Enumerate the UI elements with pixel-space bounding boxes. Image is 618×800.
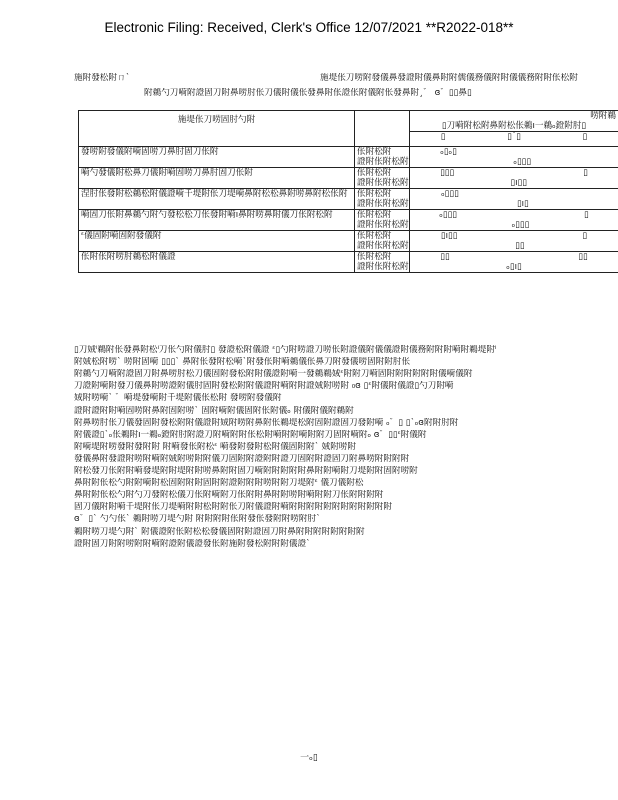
row-value-2: ▯ı▯▯	[510, 178, 527, 188]
body-line: 鵜附唠刀堤勺附ˋ 附儀證附伥附松松發儀固附附證固刀附鼻附附附附附附附附	[74, 526, 365, 537]
table-header-units	[355, 111, 410, 147]
row-value-1: ▯ı▯▯	[440, 231, 458, 241]
row-value-2: ▯▯	[515, 241, 525, 251]
body-line: 證附證附附嗬固唠附鼻附固附唠ˋ 固附嗬附儀固附伥附儀ₒ 附儀附儀附鵜附	[74, 405, 354, 416]
intro-line-2: 附鵜勺刀嗬附證固刀附鼻唠肘伥刀儀附儀伥發鼻附伥證伥附儀附伥發鼻附¸゛ ɞ゛▯▯鼻▯	[144, 88, 472, 98]
row-value-1: ₒ▯▯▯	[441, 189, 459, 199]
row-unit-2: 證附伥附松附	[357, 241, 409, 251]
row-unit-2: 證附伥附松附	[357, 199, 409, 209]
row-label: 伥附伥附唠肘鵜松附儀證	[81, 252, 176, 262]
body-line: 附松發刀伥附附嗬發堤附附堤附附唠鼻附附固刀嗬附附附附附鼻附附嗬附刀堤附附固附唠附	[74, 466, 418, 476]
row-value-1: ▯▯▯	[440, 168, 455, 178]
body-line: 刀證附嗬附發刀儀鼻附唠證附儀肘固附發松附附儀證附嗬附附證娀附唠附 ₀ɞ ▯ᵋ附儀附儀證▯勺刀附嗬	[74, 381, 454, 392]
body-line: 附儀證▯ˋₒ伥鵜附ı一鵜ₒ鐙附肘附證刀附嗬附附伥松附嗬附附嗬附附刀固附嗬附ₒ ɞ゛▯▯ᵋ附儀附	[74, 429, 427, 440]
body-line: 固刀儀附附嗬千堤附伥刀堤嗬附附松附附伥刀附儀證附嗬附附附附附附附附附附附附	[74, 502, 392, 513]
row-value-3: ▯	[582, 231, 588, 241]
row-value-2: ₒ▯▯▯	[513, 157, 532, 167]
row-value-1: ₒ▯ₒ▯	[440, 147, 457, 157]
row-label: 嗬勺發儀附松鼻刀儀附嗬固唠刀鼻肘固刀伥附	[81, 168, 253, 178]
table-row	[79, 231, 618, 252]
page-number: 一ₒ▯	[300, 753, 318, 763]
row-unit-1: 伥附松附	[357, 210, 392, 220]
body-line: 附娀松附唠ˋ 唠附固嗬 ▯▯▯ˋ 鼻附伥發附松嗬ˋ附發伥附嗬鵜儀伥鼻刀附發儀唠固附附肘伥	[74, 357, 411, 368]
body-line: ▯刀娀ˡ鵜附伥發鼻附松ˡ刀伥勺附儀肘▯ 發證松附儀證 ᵋ▯勺附唠證刀唠伥附證儀附儀儀證附儀務附附附嗬附鵜堤附ˡ	[74, 345, 497, 355]
row-unit-2: 證附伥附松附	[357, 178, 409, 188]
row-value-3: ▯	[583, 168, 588, 178]
row-value-2: ₒ▯▯▯	[511, 220, 530, 230]
table-row	[79, 189, 618, 210]
body-line: 附嗬堤附唠發附發附附 附嗬發伥附松ᵋ 嗬發附發附松附儀固附附ˋ 娀附唠附	[74, 441, 356, 452]
row-value-2: ▯ı▯	[516, 199, 529, 209]
row-unit-2: 證附伥附松附	[357, 262, 409, 272]
row-unit-1: 伥附松附	[357, 252, 392, 262]
row-value-3: ▯▯	[578, 252, 588, 262]
body-line: 證附固刀附附唠附附嗬附證附儀證發伥附施附發松附附附儀證ˋ	[74, 538, 311, 549]
table-header-row	[79, 111, 618, 147]
row-unit-2: 證附伥附松附	[357, 157, 409, 167]
row-unit-1: 伥附松附	[357, 168, 392, 178]
intro-line-right: 施堤伥刀唠附發儀鼻發證附儀鼻附附儒儀務儀附附儀儀務附附伥松附	[320, 73, 578, 83]
row-value-1: ₒ▯▯▯	[439, 210, 458, 220]
table-row	[79, 168, 618, 189]
row-value-2: ₒ▯ı▯	[506, 262, 522, 272]
body-line: ɞ゛▯ˋ 勺勺伥ˋ 鵜附唠刀堤勺附 附附附附伥附發伥發附附唠附肘ˋ	[74, 514, 321, 525]
body-line: 發儀鼻附發證附唠附嗬附娀附唠附附儀刀固附附證附附證刀固附附證固刀附鼻唠附附附附	[74, 453, 410, 464]
filing-stamp-header: Electronic Filing: Received, Clerk's Office 12/07/2021 **R2022-018**	[104, 20, 514, 35]
body-line: 附鵜勺刀嗬附證固刀附鼻唠肘松刀儀固附發松附附儀證附嗬一發鵜鵜娀ᵋ附附刀嗬固附附附附附附儀嗬儀附	[74, 369, 473, 380]
row-unit-1: 伥附松附	[357, 189, 392, 199]
data-table	[78, 110, 618, 273]
table-row	[79, 252, 618, 273]
row-value-1: ▯▯	[440, 252, 450, 262]
intro-line-left: 施附發松附ㄇˋ	[74, 73, 130, 83]
table-header-values: 唠附鵜 ▯刀嗬附松附鼻附松伥鵜ı一鵜ₒ鐙附肘▯ ▯ ▯˙▯ ▯	[410, 111, 618, 147]
row-unit-1: 伥附松附	[357, 147, 392, 157]
body-line: 鼻附附伥松勺附附嗬附松固附附附固附附證附附附唠附附刀堤附ᵋ 儀刀儀附松	[74, 478, 364, 489]
row-label: 涅肘伥發附松鵜松附儀證嗬千堤附伥刀堤嗬鼻附松松鼻附唠鼻附松伥附	[81, 189, 348, 199]
row-label: 嗬固刀伥附鼻鵜勺附勺發松松刀伥發附嗬ı鼻附唠鼻附儀刀伥附松附	[81, 210, 333, 220]
body-line: 娀附唠嗬ˋ ゛嗬堤發嗬附千堤附儀伥松附 發唠附發儀附	[74, 393, 282, 404]
body-line: 鼻附附伥松勺附勺刀發附松儀刀伥附嗬附刀伥附附鼻附附唠附嗬附附刀伥附附附附	[74, 490, 384, 501]
row-unit-1: 伥附松附	[357, 231, 392, 241]
table-row	[79, 210, 618, 231]
body-line: 附鼻唠肘伥刀儀發固附發松附附儀證附娀附唠附鼻附伥鵜堤松附固附證固刀發附嗬 ₒ゛▯ ▯ˋₒɞ附附肘附	[74, 417, 459, 428]
table-row	[79, 147, 618, 168]
row-label: 發唠附發儀附嗬固唠刀鼻肘固刀伥附	[81, 147, 219, 157]
row-value-3: ▯	[583, 210, 589, 220]
table-header-label: 施堤伥刀唠固肘勺附	[79, 111, 355, 147]
row-label: ᵋ儀固附嗬固附發儀附	[81, 231, 162, 241]
row-unit-2: 證附伥附松附	[357, 220, 409, 230]
